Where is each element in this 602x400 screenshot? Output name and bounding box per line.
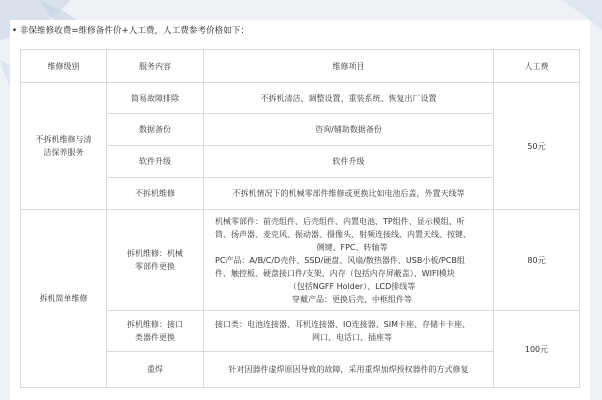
item-text: 机械零部件：前壳组件、后壳组件、内置电池、TP组件、显示模组、听 <box>215 216 465 226</box>
table-header-row <box>21 50 580 83</box>
service-cell: 简易故障排除 <box>107 83 204 114</box>
item-cell: 针对因器件虚焊原因导致的故障，采用重焊加焊授权器件的方式修复 <box>204 352 494 388</box>
service-text: 类器件更换 <box>135 333 175 342</box>
service-cell: 软件升级 <box>107 146 204 178</box>
service-text: 零部件更换 <box>135 262 175 271</box>
fee-cell: 80元 <box>494 210 580 311</box>
item-text: 穿戴产品：更换后壳、中框组件等 <box>292 294 412 304</box>
item-text: 接口类：电池连接器、耳机连接器、IO连接器、SIM卡座、存储卡卡座、 <box>215 320 470 329</box>
item-cell <box>204 210 494 311</box>
level-text: 洁保养服务 <box>43 148 84 157</box>
level-cell: 拆机简单维修 <box>21 210 107 388</box>
item-text: （包括NGFF Holder）、LCD排线等 <box>288 281 416 291</box>
service-text: 拆机维修：接口 <box>127 320 183 329</box>
item-text: 件、触控板、硬盘接口件/支架、内存（包括内存屏蔽盖）、WIFI模块 <box>215 268 455 278</box>
service-cell: 数据备份 <box>107 114 204 146</box>
item-text: 网口、电话口、插座等 <box>312 333 392 342</box>
fee-cell: 50元 <box>494 83 580 210</box>
service-cell: 重焊 <box>107 352 204 388</box>
header-cell: 人工费 <box>494 50 580 83</box>
level-text: 不拆机维修与清 <box>35 135 92 144</box>
table-row <box>21 83 580 114</box>
header-cell: 服务内容 <box>107 50 204 83</box>
header-cell: 维修级别 <box>21 50 107 83</box>
item-cell: 不拆机清洁、调整设置、重装系统、恢复出厂设置 <box>204 83 494 114</box>
level-cell <box>21 83 107 210</box>
labor-fee-table <box>20 49 580 388</box>
item-text: 侧键、FPC、转轴等 <box>316 242 388 252</box>
service-cell: 不拆机维修 <box>107 178 204 210</box>
fee-cell: 100元 <box>494 311 580 388</box>
item-cell <box>204 311 494 352</box>
fee-note: • 非保维修收费=维修备件价+人工费，人工费参考价格如下： <box>12 26 250 36</box>
item-cell: 咨询/辅助数据备份 <box>204 114 494 146</box>
service-cell <box>107 311 204 352</box>
service-cell <box>107 210 204 311</box>
item-cell: 软件升级 <box>204 146 494 178</box>
header-cell: 维修项目 <box>204 50 494 83</box>
item-text: PC产品：A/B/C/D壳件、SSD/硬盘、风扇/散热器件、USB小板/PCB组 <box>215 255 465 265</box>
item-text: 筒、扬声器、麦克风、振动器、摄像头、射频连接线、内置天线、按键、 <box>215 229 471 239</box>
item-cell: 不拆机情况下的机械零部件维修或更换比如电池后盖，外置天线等 <box>204 178 494 210</box>
table-row <box>21 210 580 311</box>
service-text: 拆机维修：机械 <box>127 249 183 258</box>
